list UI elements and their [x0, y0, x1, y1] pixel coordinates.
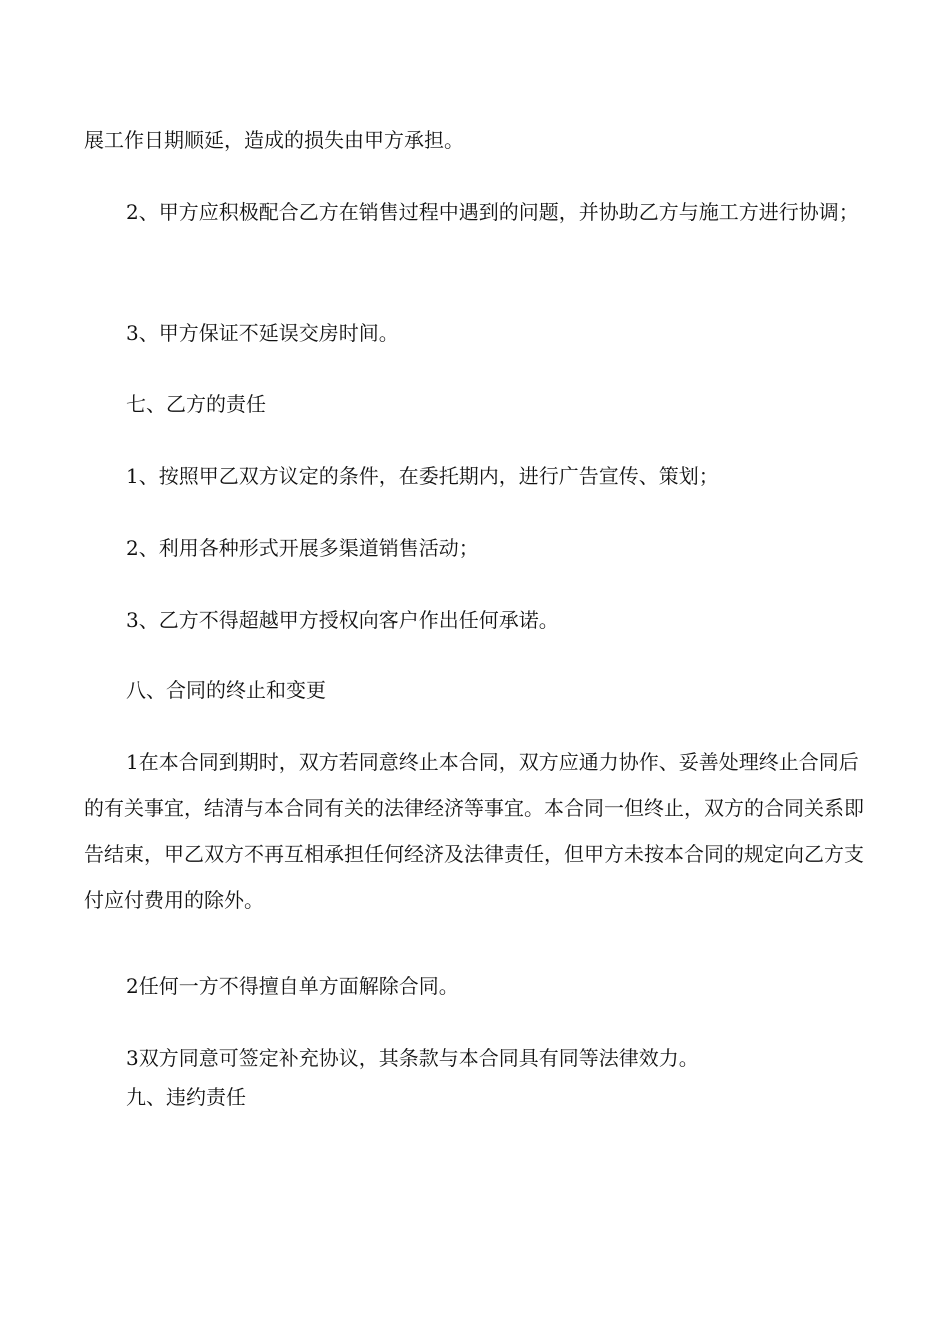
paragraph-continuation: 展工作日期顺延，造成的损失由甲方承担。 [84, 128, 464, 152]
section-heading-9: 九、违约责任 [126, 1085, 246, 1109]
paragraph-clause-1: 1、按照甲乙双方议定的条件，在委托期内，进行广告宣传、策划； [126, 464, 719, 488]
paragraph-clause-2: 2、甲方应积极配合乙方在销售过程中遇到的问题，并协助乙方与施工方进行协调； [126, 200, 859, 224]
paragraph-clause-3: 3、甲方保证不延误交房时间。 [126, 321, 399, 345]
paragraph-termination-1: 1在本合同到期时，双方若同意终止本合同，双方应通力协作、妥善处理终止合同后的有关事宜，结清与本合同有关的法律经济等事宜。本合同一但终止，双方的合同关系即告结束，甲乙双方不再互相承担任何经济及法律责任，但甲方未按本合同的规定向乙方支付应付费用的除外。 [84, 750, 864, 912]
paragraph-clause-3b: 3、乙方不得超越甲方授权向客户作出任何承诺。 [126, 608, 559, 632]
paragraph-termination-3: 3双方同意可签定补充协议，其条款与本合同具有同等法律效力。 [126, 1046, 699, 1070]
section-heading-8: 八、合同的终止和变更 [126, 678, 326, 702]
paragraph-clause-2b: 2、利用各种形式开展多渠道销售活动； [126, 536, 479, 560]
paragraph-termination-2: 2任何一方不得擅自单方面解除合同。 [126, 974, 459, 998]
section-heading-7: 七、乙方的责任 [126, 392, 266, 416]
